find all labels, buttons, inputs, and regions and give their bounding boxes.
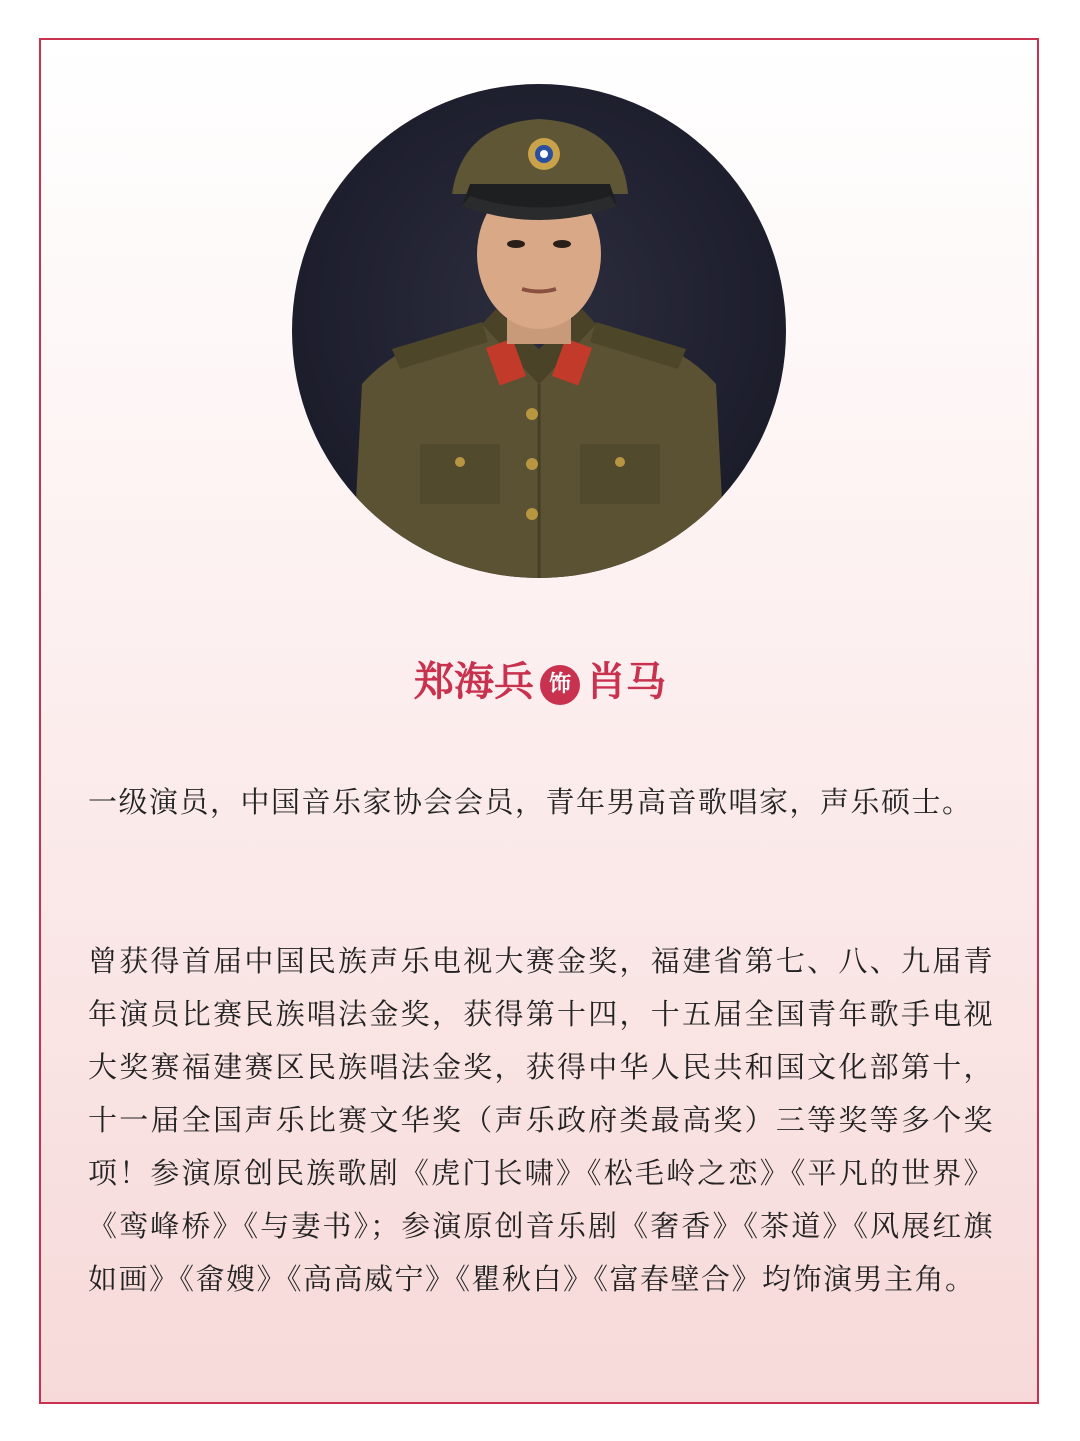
portrait-illustration	[292, 84, 786, 578]
actor-role-heading	[0, 652, 1080, 712]
actor-portrait	[292, 84, 786, 578]
actor-name: 郑海兵	[414, 659, 534, 705]
bio-paragraph-1: 一级演员，中国音乐家协会会员，青年男高音歌唱家，声乐硕士。	[88, 785, 973, 819]
bio-paragraph-2: 曾获得首届中国民族声乐电视大赛金奖，福建省第七、八、九届青年演员比赛民族唱法金奖，获得第十四，十五届全国青年歌手电视大奖赛福建赛区民族唱法金奖，获得中华人民共和国文化部第十，十一届全国声乐比赛文华奖（声乐政府类最高奖）三等奖等多个奖项！参演原创民族歌剧《虎门长啸》《松毛岭之恋》《平凡的世界》《鸾峰桥》《与妻书》；参演原创音乐剧《奢香》《茶道》《风展红旗如画》《畲嫂》《高高威宁》《瞿秋白》《富春壁合》均饰演男主角。	[88, 944, 994, 1296]
role-badge: 饰	[540, 665, 580, 705]
character-name: 肖马	[586, 659, 666, 705]
